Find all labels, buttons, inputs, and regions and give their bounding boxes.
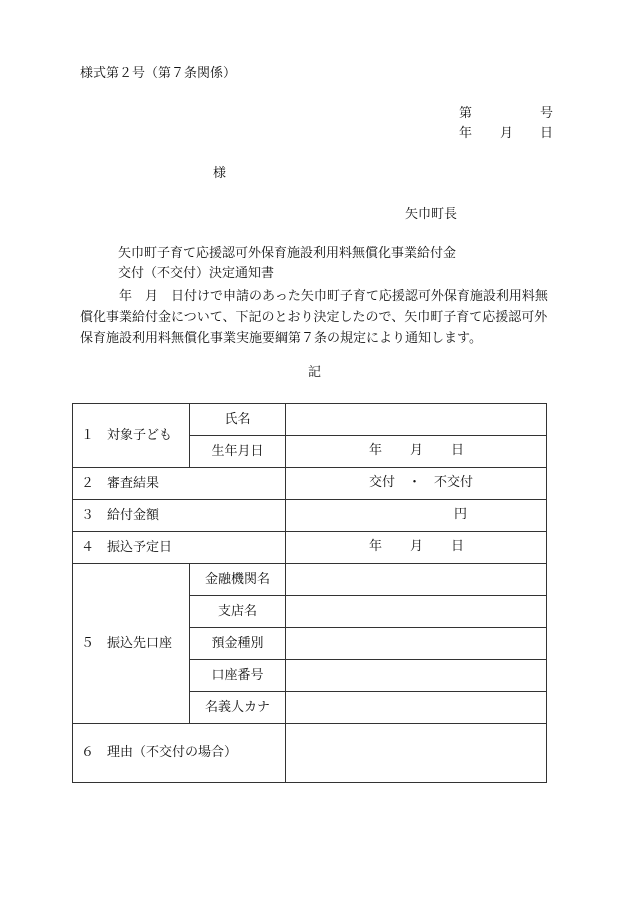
birth-day-unit: 日 <box>451 443 465 458</box>
transfer-day-unit: 日 <box>451 539 465 554</box>
transfer-date-value[interactable] <box>286 532 547 564</box>
bank-account-label: ５ 振込先口座 <box>73 564 190 724</box>
document-title-line-2: 交付（不交付）決定通知書 <box>118 266 275 281</box>
birth-year-unit: 年 <box>369 443 383 458</box>
document-title-line-1: 矢巾町子育て応援認可外保育施設利用料無償化事業給付金 <box>118 246 457 261</box>
table-row <box>73 468 547 500</box>
document-date-day: 日 <box>540 126 554 141</box>
benefit-amount-unit: 円 <box>454 507 468 522</box>
transfer-month-unit: 月 <box>410 539 424 554</box>
birth-month-unit: 月 <box>410 443 424 458</box>
table-row <box>73 500 547 532</box>
bank-name-value[interactable] <box>286 564 547 596</box>
document-number-label: 第 <box>459 106 473 121</box>
benefit-amount-label: ３ 給付金額 <box>73 500 286 532</box>
account-holder-kana-value[interactable] <box>286 692 547 724</box>
decision-record-table <box>72 403 547 783</box>
document-date-month: 月 <box>500 126 514 141</box>
reason-value[interactable] <box>286 724 547 783</box>
account-number-label: 口座番号 <box>190 660 286 692</box>
table-row <box>73 532 547 564</box>
account-number-value[interactable] <box>286 660 547 692</box>
branch-name-value[interactable] <box>286 596 547 628</box>
target-child-label: １ 対象子ども <box>73 404 190 468</box>
child-name-value[interactable] <box>286 404 547 436</box>
review-result-label: ２ 審査結果 <box>73 468 286 500</box>
document-number-suffix: 号 <box>540 106 554 121</box>
recipient-honorific: 様 <box>213 166 227 181</box>
notification-body-text: 年 月 日付けで申請のあった矢巾町子育て応援認可外保育施設利用料無償化事業給付金について、下記のとおり決定したので、矢巾町子育て応援認可外保育施設利用料無償化事業実施要綱第７条の規定により通知します。 <box>80 289 548 346</box>
record-heading: 記 <box>308 365 322 380</box>
deposit-type-label: 預金種別 <box>190 628 286 660</box>
transfer-date-label: ４ 振込予定日 <box>73 532 286 564</box>
bank-name-label: 金融機関名 <box>190 564 286 596</box>
review-result-value[interactable] <box>286 468 547 500</box>
table-row <box>73 724 547 783</box>
document-date-year: 年 <box>459 126 473 141</box>
child-birthdate-value[interactable] <box>286 436 547 468</box>
table-row <box>73 404 547 436</box>
deposit-type-value[interactable] <box>286 628 547 660</box>
issuer-name: 矢巾町長 <box>405 207 458 222</box>
transfer-year-unit: 年 <box>369 539 383 554</box>
table-row <box>73 564 547 596</box>
form-number: 様式第２号（第７条関係） <box>80 66 237 81</box>
benefit-amount-value[interactable] <box>286 500 547 532</box>
review-result-options: 交付 ・ 不交付 <box>369 475 474 490</box>
account-holder-kana-label: 名義人カナ <box>190 692 286 724</box>
branch-name-label: 支店名 <box>190 596 286 628</box>
child-name-label: 氏名 <box>190 404 286 436</box>
child-birthdate-label: 生年月日 <box>190 436 286 468</box>
reason-label: ６ 理由（不交付の場合） <box>73 724 286 783</box>
